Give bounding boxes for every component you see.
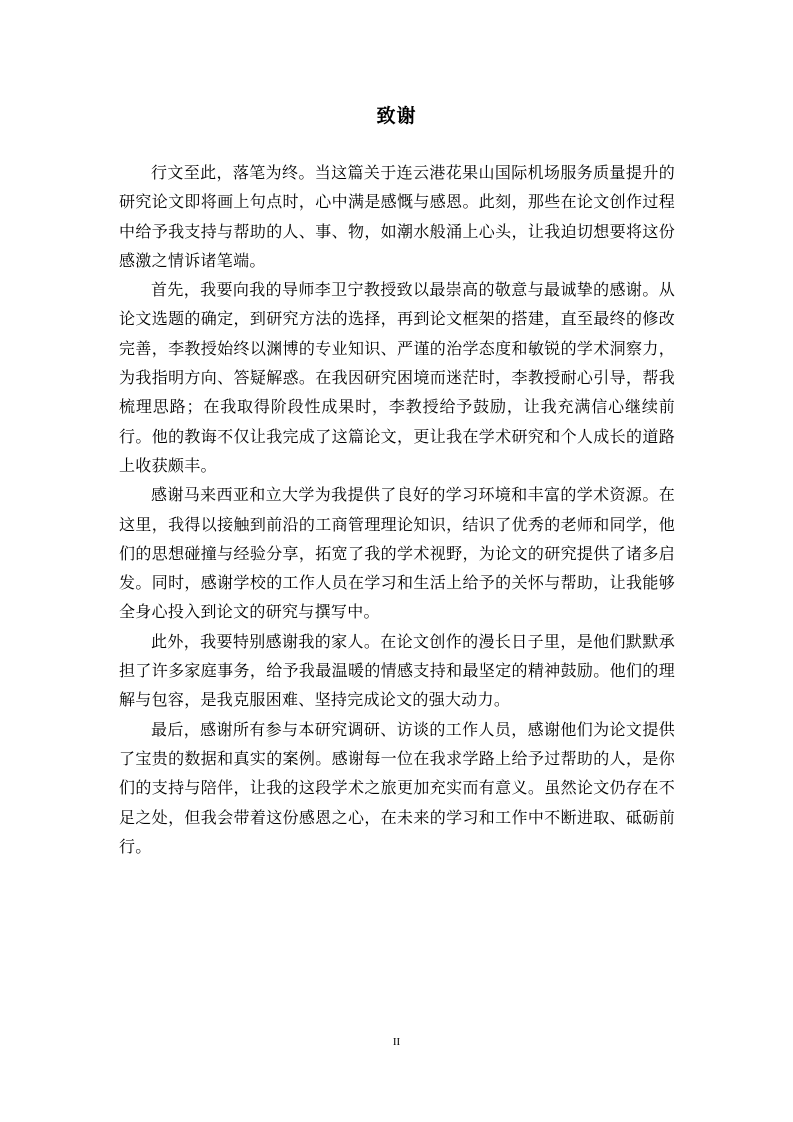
paragraph-opening: 行文至此，落笔为终。当这篇关于连云港花果山国际机场服务质量提升的研究论文即将画上句点时，心中满是感慨与感恩。此刻，那些在论文创作过程中给予我支持与帮助的人、事、物，如潮水般涌上心头，让我迫切想要将这份感激之情诉诸笔端。 bbox=[119, 163, 675, 270]
page-title: 致谢 bbox=[376, 105, 417, 127]
paragraph-closing: 最后，感谢所有参与本研究调研、访谈的工作人员，感谢他们为论文提供了宝贵的数据和真实的案例。感谢每一位在我求学路上给予过帮助的人，是你们的支持与陪伴，让我的这段学术之旅更加充实而有意义。虽然论文仍存在不足之处，但我会带着这份感恩之心，在未来的学习和工作中不断进取、砥砺前行。 bbox=[119, 719, 675, 856]
paragraph-advisor: 首先，我要向我的导师李卫宁教授致以最崇高的敬意与最诚挚的感谢。从论文选题的确定，到研究方法的选择，再到论文框架的搭建，直至最终的修改完善，李教授始终以渊博的专业知识、严谨的治学态度和敏锐的学术洞察力，为我指明方向、答疑解惑。在我因研究困境而迷茫时，李教授耐心引导，帮我梳理思路；在我取得阶段性成果时，李教授给予鼓励，让我充满信心继续前行。他的教诲不仅让我完成了这篇论文，更让我在学术研究和个人成长的道路上收获颇丰。 bbox=[119, 280, 675, 475]
paragraph-university: 感谢马来西亚和立大学为我提供了良好的学习环境和丰富的学术资源。在这里，我得以接触到前沿的工商管理理论知识，结识了优秀的老师和同学，他们的思想碰撞与经验分享，拓宽了我的学术视野，为论文的研究提供了诸多启发。同时，感谢学校的工作人员在学习和生活上给予的关怀与帮助，让我能够全身心投入到论文的研究与撰写中。 bbox=[119, 485, 675, 622]
paragraph-family: 此外，我要特别感谢我的家人。在论文创作的漫长日子里，是他们默默承担了许多家庭事务，给予我最温暖的情感支持和最坚定的精神鼓励。他们的理解与包容，是我克服困难、坚持完成论文的强大动力。 bbox=[119, 631, 675, 710]
acknowledgement-body bbox=[119, 158, 675, 861]
page-number: II bbox=[392, 1036, 401, 1048]
